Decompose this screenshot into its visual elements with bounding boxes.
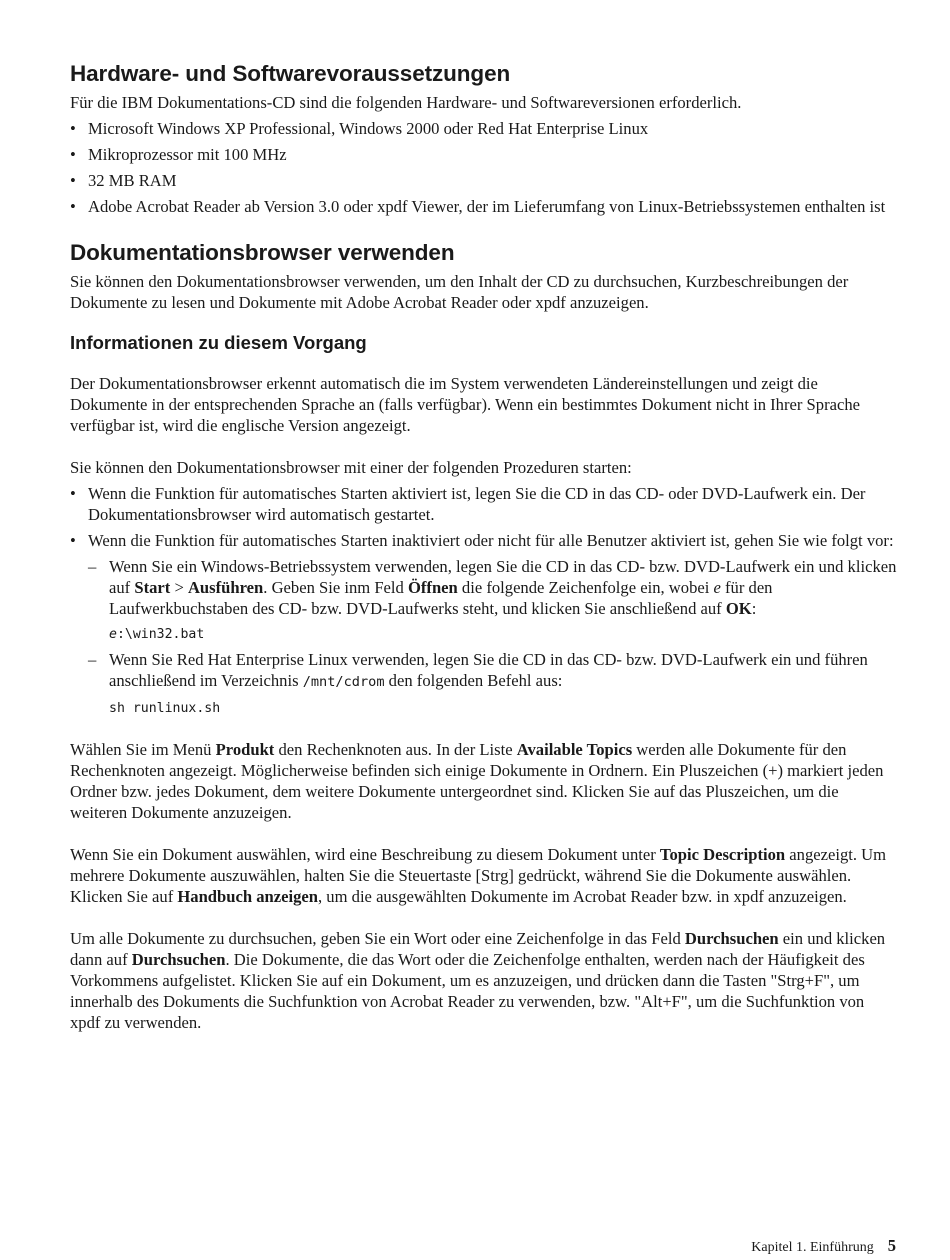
step-windows xyxy=(88,556,898,644)
procedure-manual xyxy=(70,530,898,718)
requirements-section xyxy=(70,60,898,217)
linux-mount-path: /mnt/cdrom xyxy=(302,674,385,690)
search-field-label: Durchsuchen xyxy=(684,929,779,948)
procedure-autostart: • Wenn die Funktion für automatisches Starten aktiviert ist, legen Sie die CD in das CD- oder DVD-Laufwerk ein. Der Dokumentationsbrowser wird automatisch gestartet. xyxy=(70,483,898,525)
windows-text-1: Wenn Sie ein Windows-Betriebssystem verwenden, legen Sie die CD in das CD- bzw. DVD-Laufwerk ein und klicken auf xyxy=(109,557,897,597)
step-linux xyxy=(88,649,898,718)
manual-steps-list xyxy=(88,556,898,718)
open-field-label: Öffnen xyxy=(407,578,458,597)
browser-heading: Dokumentationsbrowser verwenden xyxy=(70,240,455,265)
selection-text-1: Wenn Sie ein Dokument auswählen, wird eine Beschreibung zu diesem Dokument unter xyxy=(70,845,660,864)
start-menu-label: Start xyxy=(134,578,171,597)
selection-text-3: , um die ausgewählten Dokumente im Acrobat Reader bzw. in xpdf anzuzeigen. xyxy=(318,887,847,906)
show-manual-label: Handbuch anzeigen xyxy=(177,887,318,906)
requirements-intro: Für die IBM Dokumentations-CD sind die folgenden Hardware- und Softwareversionen erforderlich. xyxy=(70,93,742,112)
selection-text-2: angezeigt. Um mehrere Dokumente auszuwählen, halten Sie die Steuertaste [Strg] gedrückt, während Sie die Dokumente auswählen. Klicken Sie auf xyxy=(70,845,887,906)
windows-command-path: :\win32.bat xyxy=(116,627,205,642)
windows-command-drive: e xyxy=(109,627,117,642)
topics-text-2: den Rechenknoten aus. In der Liste xyxy=(274,740,517,759)
chapter-title: Kapitel 1. Einführung xyxy=(751,1240,874,1255)
browser-section xyxy=(70,239,898,313)
topics-text-3: werden alle Dokumente für den Rechenknoten angezeigt. Möglicherweise befinden sich einige Dokumente in Ordnern. Ein Pluszeichen (+) markiert jeden Ordner bzw. jedes Dokument, dem weitere Dokumente untergeordnet sind. Klicken Sie auf das Pluszeichen, um die weiteren Dokumente anzuzeigen. xyxy=(70,740,884,822)
windows-command xyxy=(109,626,898,644)
linux-command: sh runlinux.sh xyxy=(109,701,221,716)
page-footer xyxy=(0,1236,896,1258)
requirement-os: • Microsoft Windows XP Professional, Windows 2000 oder Red Hat Enterprise Linux xyxy=(70,118,898,139)
topic-description-label: Topic Description xyxy=(659,845,786,864)
ok-button-label: OK xyxy=(725,599,752,618)
windows-text-2: . Geben Sie inm Feld xyxy=(263,578,408,597)
browser-intro: Sie können den Dokumentationsbrowser verwenden, um den Inhalt der CD zu durchsuchen, Kurzbeschreibungen der Dokumente zu lesen und Dokumente mit Adobe Acrobat Reader oder xpdf anzuzeigen. xyxy=(70,272,849,312)
menu-separator: > xyxy=(170,578,188,597)
page-number: 5 xyxy=(887,1236,896,1255)
info-paragraph-topics xyxy=(70,739,898,823)
info-paragraph-locale: Der Dokumentationsbrowser erkennt automatisch die im System verwendeten Ländereinstellungen und zeigt die Dokumente in der entsprechenden Sprache an (falls verfügbar). Wenn ein bestimmtes Dokument nicht in Ihrer Sprache verfügbar ist, wird die englische Version angezeigt. xyxy=(70,374,860,435)
info-paragraph-selection xyxy=(70,844,898,907)
requirement-cpu: • Mikroprozessor mit 100 MHz xyxy=(70,144,898,165)
document-page xyxy=(70,60,898,1033)
available-topics-label: Available Topics xyxy=(516,740,633,759)
requirements-heading: Hardware- und Softwarevoraussetzungen xyxy=(70,61,511,86)
search-button-label: Durchsuchen xyxy=(131,950,226,969)
search-text-1: Um alle Dokumente zu durchsuchen, geben Sie ein Wort oder eine Zeichenfolge in das Feld xyxy=(70,929,685,948)
topics-text-1: Wählen Sie im Menü xyxy=(70,740,216,759)
linux-text-2: den folgenden Befehl aus: xyxy=(384,671,563,690)
info-heading: Informationen zu diesem Vorgang xyxy=(70,332,367,353)
info-paragraph-procedures: Sie können den Dokumentationsbrowser mit einer der folgenden Prozeduren starten: xyxy=(70,458,632,477)
search-text-3: . Die Dokumente, die das Wort oder die Zeichenfolge enthalten, werden nach der Häufigkeit des Vorkommens aufgelistet. Klicken Sie auf ein Dokument, um es anzuzeigen, und drücken dann die Tasten "Strg+F", um innerhalb des Dokuments die Suchfunktion von Acrobat Reader zu verwenden, bzw. "Alt+F", um die Suchfunktion von xpdf zu verwenden. xyxy=(70,950,865,1032)
search-text-2: ein und klicken dann auf xyxy=(70,929,886,969)
procedure-list xyxy=(70,483,898,718)
procedure-manual-text: Wenn die Funktion für automatisches Starten inaktiviert oder nicht für alle Benutzer aktiviert ist, gehen Sie wie folgt vor: xyxy=(88,531,894,550)
info-paragraph-search xyxy=(70,928,898,1033)
windows-text-5: : xyxy=(751,599,757,618)
product-menu-label: Produkt xyxy=(215,740,275,759)
windows-text-3: die folgende Zeichenfolge ein, wobei xyxy=(457,578,714,597)
requirements-list xyxy=(70,118,898,217)
run-menu-label: Ausführen xyxy=(187,578,264,597)
windows-text-4: für den Laufwerkbuchstaben des CD- bzw. DVD-Laufwerks steht, und klicken Sie anschließend auf xyxy=(109,578,773,618)
linux-text-1: Wenn Sie Red Hat Enterprise Linux verwenden, legen Sie die CD in das CD- bzw. DVD-Laufwerk ein und führen anschließend im Verzeichnis xyxy=(109,650,868,690)
drive-letter-variable: e xyxy=(713,578,721,597)
requirement-viewer: • Adobe Acrobat Reader ab Version 3.0 oder xpdf Viewer, der im Lieferumfang von Linux-Betriebssystemen enthalten ist xyxy=(70,196,898,217)
requirement-ram: • 32 MB RAM xyxy=(70,170,898,191)
info-section xyxy=(70,331,898,1033)
